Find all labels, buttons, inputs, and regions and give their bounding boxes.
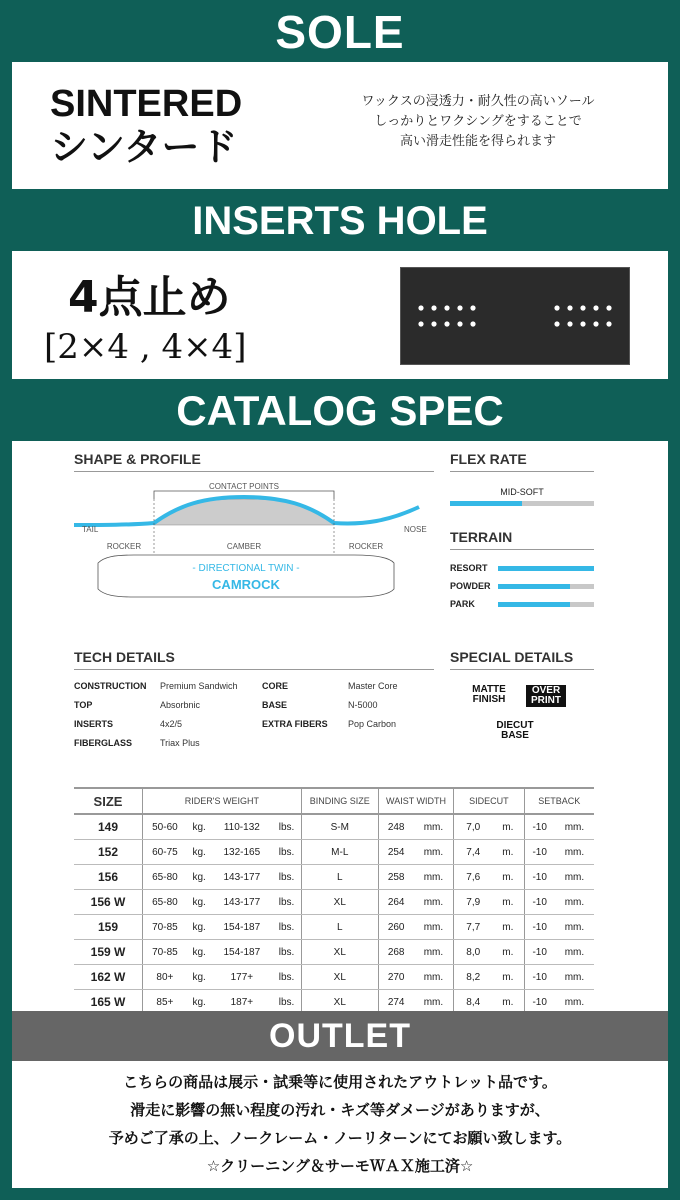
table-header-row bbox=[74, 788, 594, 814]
header-size: SIZE bbox=[74, 788, 143, 814]
sidecut-cell: 7,0 bbox=[454, 814, 492, 840]
unit-lbs: lbs. bbox=[272, 890, 301, 915]
unit-mm: mm. bbox=[555, 814, 594, 840]
divider bbox=[74, 471, 434, 472]
unit-m: m. bbox=[492, 890, 524, 915]
tech-value: Pop Carbon bbox=[348, 719, 397, 729]
binding-cell: XL bbox=[301, 965, 378, 990]
size-cell: 159 bbox=[74, 915, 143, 940]
unit-kg: kg. bbox=[187, 940, 212, 965]
flex-rate-label: MID-SOFT bbox=[500, 487, 544, 497]
catalog-heading: CATALOG SPEC bbox=[176, 387, 504, 434]
inserts-diagram bbox=[400, 267, 630, 365]
unit-kg: kg. bbox=[187, 890, 212, 915]
tech-label: FIBERGLASS bbox=[74, 738, 133, 748]
unit-m: m. bbox=[492, 865, 524, 890]
setback-cell: -10 bbox=[524, 840, 555, 865]
kg-cell: 70-85 bbox=[143, 915, 187, 940]
size-cell: 149 bbox=[74, 814, 143, 840]
inserts-panel bbox=[12, 251, 668, 379]
diecut-base-badge: DIECUT BASE bbox=[496, 720, 534, 741]
divider bbox=[450, 471, 594, 472]
size-cell: 156 bbox=[74, 865, 143, 890]
tech-label: CONSTRUCTION bbox=[74, 681, 147, 691]
unit-lbs: lbs. bbox=[272, 990, 301, 1015]
tail-label: TAIL bbox=[82, 525, 99, 534]
tech-label: CORE bbox=[262, 681, 289, 691]
unit-m: m. bbox=[492, 840, 524, 865]
size-table bbox=[74, 787, 594, 1015]
sole-desc-line: 高い滑走性能を得られます bbox=[399, 134, 556, 149]
header-setback: SETBACK bbox=[524, 788, 594, 814]
unit-mm: mm. bbox=[555, 915, 594, 940]
header-sidecut: SIDECUT bbox=[454, 788, 524, 814]
table-row bbox=[74, 890, 594, 915]
outlet-line: ☆クリーニング＆サーモＷＡＸ施工済☆ bbox=[206, 1157, 474, 1175]
unit-mm: mm. bbox=[555, 990, 594, 1015]
sole-type-ja: シンタード bbox=[50, 127, 238, 169]
rocker-label-tail: ROCKER bbox=[106, 542, 142, 551]
over-print-badge: OVER PRINT bbox=[526, 685, 566, 707]
unit-mm: mm. bbox=[414, 915, 454, 940]
divider bbox=[450, 549, 594, 550]
sole-heading: SOLE bbox=[275, 6, 405, 58]
lbs-cell: 143-177 bbox=[211, 890, 272, 915]
tech-value: Master Core bbox=[348, 681, 398, 691]
sole-description bbox=[308, 92, 648, 152]
kg-cell: 85+ bbox=[143, 990, 187, 1015]
kg-cell: 65-80 bbox=[143, 890, 187, 915]
sole-desc-line: しっかりとワクシングをすることで bbox=[374, 114, 582, 129]
waist-cell: 274 bbox=[378, 990, 413, 1015]
unit-lbs: lbs. bbox=[272, 865, 301, 890]
kg-cell: 60-75 bbox=[143, 840, 187, 865]
lbs-cell: 154-187 bbox=[211, 915, 272, 940]
contact-points-label: CONTACT POINTS bbox=[209, 482, 279, 491]
camber-label: CAMBER bbox=[226, 542, 262, 551]
sidecut-cell: 7,6 bbox=[454, 865, 492, 890]
unit-mm: mm. bbox=[414, 814, 454, 840]
unit-m: m. bbox=[492, 965, 524, 990]
unit-mm: mm. bbox=[555, 840, 594, 865]
unit-m: m. bbox=[492, 990, 524, 1015]
tech-value: Premium Sandwich bbox=[160, 681, 238, 691]
setback-cell: -10 bbox=[524, 890, 555, 915]
inserts-pattern: [2×4 , 4×4] bbox=[44, 327, 247, 367]
lbs-cell: 143-177 bbox=[211, 865, 272, 890]
tech-value: N-5000 bbox=[348, 700, 378, 710]
unit-lbs: lbs. bbox=[272, 840, 301, 865]
sidecut-cell: 8,0 bbox=[454, 940, 492, 965]
unit-mm: mm. bbox=[414, 840, 454, 865]
terrain-powder-fill bbox=[498, 584, 570, 589]
tech-label: EXTRA FIBERS bbox=[262, 719, 328, 729]
unit-mm: mm. bbox=[414, 865, 454, 890]
terrain-park-fill bbox=[498, 602, 570, 607]
rocker-label-nose: ROCKER bbox=[348, 542, 384, 551]
flex-rate-fill bbox=[450, 501, 522, 506]
tech-value: 4x2/5 bbox=[160, 719, 183, 729]
lbs-cell: 154-187 bbox=[211, 940, 272, 965]
unit-mm: mm. bbox=[414, 940, 454, 965]
terrain-resort-fill bbox=[498, 566, 594, 571]
size-cell: 152 bbox=[74, 840, 143, 865]
flex-rate-bar bbox=[450, 501, 594, 506]
kg-cell: 65-80 bbox=[143, 865, 187, 890]
unit-mm: mm. bbox=[414, 965, 454, 990]
unit-mm: mm. bbox=[414, 990, 454, 1015]
unit-m: m. bbox=[492, 940, 524, 965]
terrain-powder-bar bbox=[498, 584, 594, 589]
tech-label: INSERTS bbox=[74, 719, 114, 729]
tech-label: TOP bbox=[74, 700, 93, 710]
outlet-heading: OUTLET bbox=[12, 1011, 668, 1061]
binding-cell: M-L bbox=[301, 840, 378, 865]
tech-value: Absorbnic bbox=[160, 700, 201, 710]
setback-cell: -10 bbox=[524, 990, 555, 1015]
waist-cell: 254 bbox=[378, 840, 413, 865]
unit-m: m. bbox=[492, 814, 524, 840]
binding-cell: XL bbox=[301, 940, 378, 965]
unit-lbs: lbs. bbox=[272, 940, 301, 965]
sole-desc-line: ワックスの浸透力・耐久性の高いソール bbox=[361, 94, 595, 109]
size-cell: 159 W bbox=[74, 940, 143, 965]
sole-panel bbox=[12, 62, 668, 189]
unit-kg: kg. bbox=[187, 814, 212, 840]
size-cell: 162 W bbox=[74, 965, 143, 990]
unit-mm: mm. bbox=[555, 965, 594, 990]
table-row bbox=[74, 840, 594, 865]
binding-cell: XL bbox=[301, 890, 378, 915]
lbs-cell: 177+ bbox=[211, 965, 272, 990]
shape-profile-heading: SHAPE & PROFILE bbox=[74, 451, 201, 467]
tech-label: BASE bbox=[262, 700, 288, 710]
kg-cell: 50-60 bbox=[143, 814, 187, 840]
binding-cell: XL bbox=[301, 990, 378, 1015]
setback-cell: -10 bbox=[524, 940, 555, 965]
table-row bbox=[74, 940, 594, 965]
sidecut-cell: 8,4 bbox=[454, 990, 492, 1015]
waist-cell: 268 bbox=[378, 940, 413, 965]
table-row bbox=[74, 915, 594, 940]
table-row bbox=[74, 965, 594, 990]
unit-mm: mm. bbox=[414, 890, 454, 915]
kg-cell: 80+ bbox=[143, 965, 187, 990]
unit-mm: mm. bbox=[555, 890, 594, 915]
inserts-type: 4点止め bbox=[68, 272, 231, 323]
setback-cell: -10 bbox=[524, 965, 555, 990]
waist-cell: 270 bbox=[378, 965, 413, 990]
unit-m: m. bbox=[492, 915, 524, 940]
unit-mm: mm. bbox=[555, 865, 594, 890]
shape-name: - DIRECTIONAL TWIN - bbox=[192, 563, 300, 574]
setback-cell: -10 bbox=[524, 814, 555, 840]
matte-finish-badge: MATTE FINISH bbox=[472, 684, 506, 705]
header-waist-width: WAIST WIDTH bbox=[378, 788, 454, 814]
outlet-line: 予めご了承の上、ノークレーム・ノーリターンにてお願い致します。 bbox=[108, 1129, 572, 1147]
nose-label: NOSE bbox=[404, 525, 427, 534]
waist-cell: 260 bbox=[378, 915, 413, 940]
header-riders-weight: RIDER'S WEIGHT bbox=[143, 788, 302, 814]
unit-lbs: lbs. bbox=[272, 814, 301, 840]
divider bbox=[450, 669, 594, 670]
lbs-cell: 187+ bbox=[211, 990, 272, 1015]
lbs-cell: 110-132 bbox=[211, 814, 272, 840]
table-row bbox=[74, 865, 594, 890]
terrain-park-bar bbox=[498, 602, 594, 607]
tech-details-heading: TECH DETAILS bbox=[74, 649, 175, 665]
sole-type bbox=[50, 82, 242, 170]
catalog-panel bbox=[12, 441, 668, 1011]
inserts-heading: INSERTS HOLE bbox=[192, 199, 488, 243]
terrain-resort-bar bbox=[498, 566, 594, 571]
terrain-resort-label: RESORT bbox=[450, 563, 488, 573]
unit-lbs: lbs. bbox=[272, 915, 301, 940]
unit-kg: kg. bbox=[187, 965, 212, 990]
binding-cell: L bbox=[301, 915, 378, 940]
binding-cell: L bbox=[301, 865, 378, 890]
profile-diagram bbox=[74, 477, 434, 607]
lbs-cell: 132-165 bbox=[211, 840, 272, 865]
kg-cell: 70-85 bbox=[143, 940, 187, 965]
unit-kg: kg. bbox=[187, 865, 212, 890]
setback-cell: -10 bbox=[524, 915, 555, 940]
waist-cell: 264 bbox=[378, 890, 413, 915]
sidecut-cell: 7,7 bbox=[454, 915, 492, 940]
unit-mm: mm. bbox=[555, 940, 594, 965]
header-binding-size: BINDING SIZE bbox=[301, 788, 378, 814]
profile-name: CAMROCK bbox=[212, 577, 280, 592]
setback-cell: -10 bbox=[524, 865, 555, 890]
size-cell: 156 W bbox=[74, 890, 143, 915]
outlet-panel bbox=[12, 1061, 668, 1188]
camber-fill bbox=[154, 499, 334, 525]
sidecut-cell: 7,4 bbox=[454, 840, 492, 865]
terrain-heading: TERRAIN bbox=[450, 529, 513, 545]
binding-cell: S-M bbox=[301, 814, 378, 840]
waist-cell: 258 bbox=[378, 865, 413, 890]
divider bbox=[74, 669, 434, 670]
outlet-line: こちらの商品は展示・試乗等に使用されたアウトレット品です。 bbox=[123, 1073, 557, 1091]
sidecut-cell: 7,9 bbox=[454, 890, 492, 915]
sidecut-cell: 8,2 bbox=[454, 965, 492, 990]
unit-kg: kg. bbox=[187, 840, 212, 865]
table-row bbox=[74, 814, 594, 840]
flex-rate-heading: FLEX RATE bbox=[450, 451, 527, 467]
sole-type-en: SINTERED bbox=[50, 83, 243, 125]
outlet-line: 滑走に影響の無い程度の汚れ・キズ等ダメージがありますが、 bbox=[130, 1101, 550, 1119]
terrain-powder-label: POWDER bbox=[450, 581, 491, 591]
size-cell: 165 W bbox=[74, 990, 143, 1015]
waist-cell: 248 bbox=[378, 814, 413, 840]
tech-value: Triax Plus bbox=[160, 738, 200, 748]
unit-lbs: lbs. bbox=[272, 965, 301, 990]
terrain-park-label: PARK bbox=[450, 599, 475, 609]
unit-kg: kg. bbox=[187, 915, 212, 940]
unit-kg: kg. bbox=[187, 990, 212, 1015]
special-details-heading: SPECIAL DETAILS bbox=[450, 649, 574, 665]
inserts-hole-pattern bbox=[401, 268, 629, 364]
